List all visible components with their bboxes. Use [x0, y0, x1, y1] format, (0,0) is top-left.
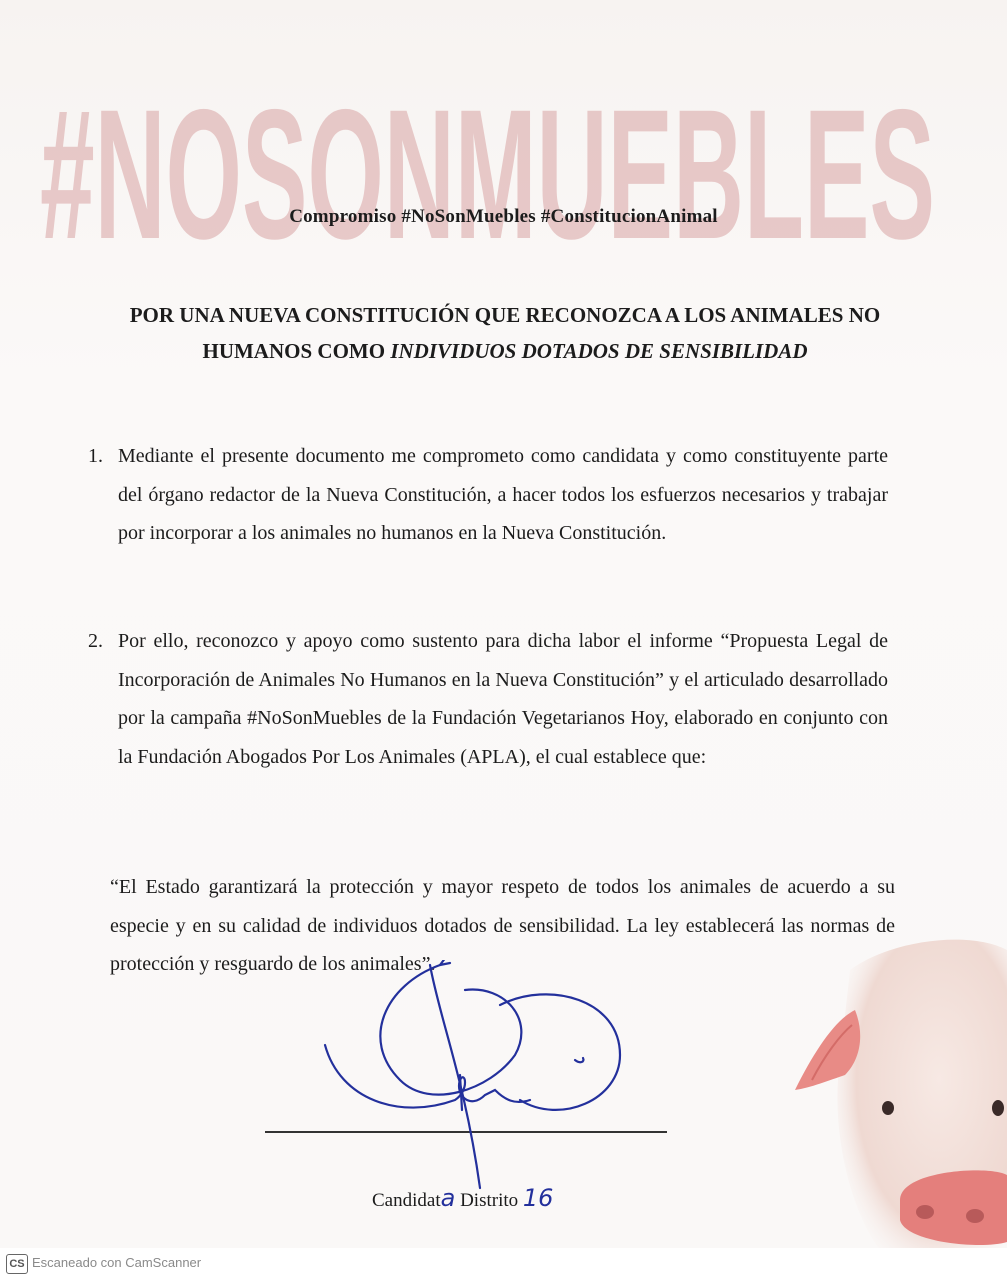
quoted-article: “El Estado garantizará la protección y mayor respeto de todos los animales de acuerdo a su especie y en su calidad de individuos dotados de sensibilidad. La ley establecerá las normas de protección y resguardo de los animales”. [110, 876, 895, 975]
list-item-text: Por ello, reconozco y apoyo como sustento para dicha labor el informe “Propuesta Legal de Incorporación de Animales No Humanos en la Nueva Constitución” y el articulado desarrollado por la campaña #NoSonMuebles de la Fundación Vegetarianos Hoy, elaborado en conjunto con la Fundación Abogados Por Los Animales (APLA), el cual establece que: [118, 630, 888, 768]
list-item-number: 1. [88, 445, 103, 467]
document-title-line-1: POR UNA NUEVA CONSTITUCIÓN QUE RECONOZCA A LOS ANIMALES NO [129, 303, 881, 327]
scanner-watermark-text: Escaneado con CamScanner [32, 1255, 202, 1270]
document-title-line-2 [90, 334, 920, 368]
scanner-footer [0, 1248, 1007, 1280]
title-line-2-prefix: HUMANOS COMO [202, 339, 391, 363]
list-item [88, 622, 888, 776]
document-header: Compromiso #NoSonMuebles #ConstitucionAnimal [289, 206, 718, 227]
list-item-number: 2. [88, 630, 103, 652]
caption-district-number: 16 [522, 1184, 554, 1212]
caption-handwritten-letter: a [440, 1184, 456, 1212]
signature-caption [372, 1184, 553, 1212]
handwritten-signature [290, 960, 650, 1190]
list-item [88, 437, 888, 553]
title-line-2-italic: INDIVIDUOS DOTADOS DE SENSIBILIDAD [390, 339, 808, 363]
watermark-text: #NOSONMUEBLES [40, 78, 935, 248]
caption-candidate-label: Candidat [372, 1190, 441, 1211]
camscanner-logo-icon: CS [6, 1254, 28, 1274]
caption-district-label: Distrito [455, 1190, 523, 1211]
pig-illustration [790, 930, 1007, 1250]
list-item-text: Mediante el presente documento me comprometo como candidata y como constituyente parte del órgano redactor de la Nueva Constitución, a hacer todos los esfuerzos necesarios y trabajar por incorporar a los animales no humanos en la Nueva Constitución. [118, 445, 888, 544]
